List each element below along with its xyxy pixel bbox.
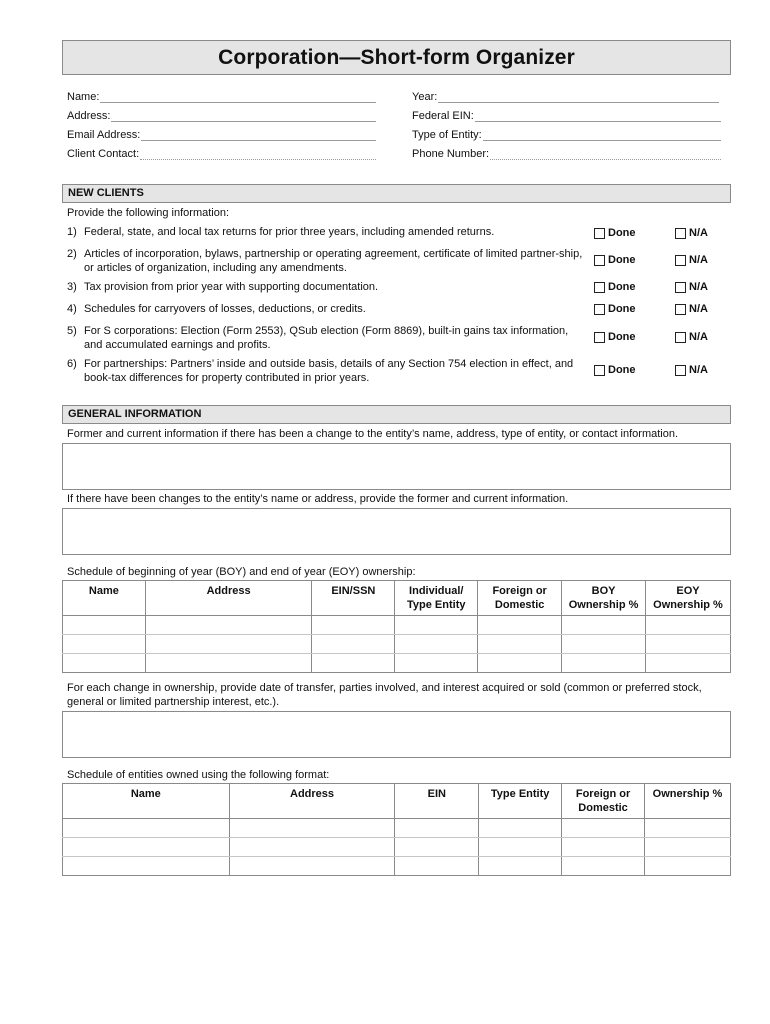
entity-type-input-line[interactable] (483, 130, 721, 141)
ownership-change-textbox[interactable] (62, 711, 731, 758)
checklist-item-6 (67, 357, 587, 385)
na-checkbox-5[interactable] (675, 331, 708, 343)
na-checkbox-6[interactable] (675, 364, 708, 376)
checklist-item-text: For S corporations: Election (Form 2553), QSub election (Form 8869), built-in gains tax information, and accumulated earnings and profits. (84, 325, 569, 351)
checklist-item-text: Schedules for carryovers of losses, deductions, or credits. (84, 303, 366, 315)
table-cell[interactable] (229, 838, 395, 857)
na-checkbox-4[interactable] (675, 303, 708, 315)
phone-input-line[interactable] (490, 149, 721, 160)
federal-ein-field[interactable] (412, 110, 721, 122)
table-cell[interactable] (479, 838, 562, 857)
table-cell[interactable] (63, 654, 146, 673)
entity-type-field[interactable] (412, 129, 721, 141)
table-cell[interactable] (395, 635, 478, 654)
federal-ein-label: Federal EIN: (412, 110, 474, 122)
table-cell[interactable] (395, 616, 478, 635)
checklist-item-number: 1) (67, 226, 77, 238)
done-label: Done (608, 303, 636, 315)
checklist-item-number: 6) (67, 358, 77, 370)
table-row (63, 857, 731, 876)
ownership-schedule-prompt: Schedule of beginning of year (BOY) and end of year (EOY) ownership: (67, 566, 416, 578)
year-label: Year: (412, 91, 438, 103)
address-label: Address: (67, 110, 111, 122)
table-cell[interactable] (395, 838, 479, 857)
done-checkbox-5[interactable] (594, 331, 636, 343)
column-header-type-entity: Type Entity (479, 784, 562, 819)
done-label: Done (608, 331, 636, 343)
table-cell[interactable] (312, 635, 395, 654)
column-header-name: Name (63, 581, 146, 616)
na-label: N/A (689, 281, 708, 293)
done-checkbox-2[interactable] (594, 254, 636, 266)
table-cell[interactable] (478, 654, 562, 673)
table-cell[interactable] (63, 857, 230, 876)
checklist-item-5 (67, 324, 587, 352)
checklist-item-text: For partnerships: Partners’ inside and outside basis, details of any Section 754 election in effect, and book-tax differences for property contributed in prior years. (84, 358, 574, 384)
checkbox-icon[interactable] (594, 332, 605, 343)
table-cell[interactable] (479, 819, 562, 838)
table-row (63, 654, 731, 673)
na-checkbox-2[interactable] (675, 254, 708, 266)
table-cell[interactable] (145, 616, 312, 635)
checkbox-icon[interactable] (675, 332, 686, 343)
checklist-item-3 (67, 280, 587, 294)
checkbox-icon[interactable] (675, 228, 686, 239)
checklist-item-4 (67, 302, 587, 316)
former-info-prompt: Former and current information if there has been a change to the entity’s name, address, type of entity, or contact information. (67, 428, 679, 440)
checkbox-icon[interactable] (675, 365, 686, 376)
phone-field[interactable] (412, 148, 721, 160)
table-cell[interactable] (395, 654, 478, 673)
table-row (63, 819, 731, 838)
table-cell[interactable] (395, 819, 479, 838)
table-cell[interactable] (562, 857, 645, 876)
column-header-address: Address (145, 581, 312, 616)
checkbox-icon[interactable] (594, 304, 605, 315)
checkbox-icon[interactable] (594, 228, 605, 239)
na-label: N/A (689, 254, 708, 266)
na-label: N/A (689, 331, 708, 343)
table-cell[interactable] (645, 838, 731, 857)
checkbox-icon[interactable] (594, 365, 605, 376)
table-cell[interactable] (562, 654, 646, 673)
column-header-name: Name (63, 784, 230, 819)
name-address-textbox[interactable] (62, 508, 731, 555)
table-row (63, 635, 731, 654)
table-cell[interactable] (145, 654, 312, 673)
table-cell[interactable] (562, 838, 645, 857)
entities-prompt: Schedule of entities owned using the following format: (67, 769, 330, 781)
client-contact-label: Client Contact: (67, 148, 140, 160)
table-cell[interactable] (562, 635, 646, 654)
table-cell[interactable] (312, 654, 395, 673)
done-checkbox-3[interactable] (594, 281, 636, 293)
column-header-eoy-ownership: EOY Ownership % (646, 581, 731, 616)
done-label: Done (608, 227, 636, 239)
table-cell[interactable] (479, 857, 562, 876)
na-label: N/A (689, 364, 708, 376)
address-input-line[interactable] (111, 111, 376, 122)
table-cell[interactable] (562, 616, 646, 635)
entities-table (62, 783, 731, 876)
table-cell[interactable] (395, 857, 479, 876)
checklist-item-text: Federal, state, and local tax returns for prior three years, including amended returns. (84, 226, 495, 238)
email-input-line[interactable] (141, 130, 376, 141)
ownership-table-header-row (63, 581, 731, 616)
page-title: Corporation—Short-form Organizer (218, 45, 575, 69)
checklist-item-2 (67, 247, 587, 275)
table-cell[interactable] (229, 857, 395, 876)
na-checkbox-1[interactable] (675, 227, 708, 239)
column-header-boy-ownership: BOY Ownership % (562, 581, 646, 616)
federal-ein-input-line[interactable] (475, 111, 721, 122)
checklist-item-number: 5) (67, 325, 77, 337)
table-row (63, 616, 731, 635)
checklist-item-number: 2) (67, 248, 77, 260)
column-header-ein-ssn: EIN/SSN (312, 581, 395, 616)
table-cell[interactable] (63, 838, 230, 857)
ownership-change-prompt: For each change in ownership, provide date of transfer, parties involved, and interest acquired or sold (common or preferred stock, general or limited partnership interest, etc.). (67, 682, 702, 708)
checklist-item-1 (67, 225, 587, 239)
client-contact-field[interactable] (67, 148, 376, 160)
na-checkbox-3[interactable] (675, 281, 708, 293)
table-cell[interactable] (646, 635, 731, 654)
checklist-item-text: Tax provision from prior year with supporting documentation. (84, 281, 379, 293)
year-input-line[interactable] (438, 92, 719, 103)
column-header-ein: EIN (395, 784, 479, 819)
entities-table-header-row (63, 784, 731, 819)
checklist-item-number: 3) (67, 281, 77, 293)
column-header-ownership: Ownership % (645, 784, 731, 819)
title-bar (62, 40, 731, 75)
name-input-line[interactable] (100, 92, 376, 103)
client-contact-input-line[interactable] (140, 149, 376, 160)
column-header-individual-type-entity: Individual/ Type Entity (395, 581, 478, 616)
phone-label: Phone Number: (412, 148, 490, 160)
general-info-header: GENERAL INFORMATION (62, 405, 731, 424)
table-cell[interactable] (145, 635, 312, 654)
done-label: Done (608, 254, 636, 266)
na-label: N/A (689, 227, 708, 239)
table-cell[interactable] (645, 819, 731, 838)
checkbox-icon[interactable] (594, 255, 605, 266)
table-cell[interactable] (229, 819, 395, 838)
name-address-prompt: If there have been changes to the entity’s name or address, provide the former and current information. (67, 493, 569, 505)
ownership-table (62, 580, 731, 673)
entity-type-label: Type of Entity: (412, 129, 482, 141)
column-header-address: Address (229, 784, 395, 819)
table-cell[interactable] (646, 616, 731, 635)
name-field[interactable] (67, 91, 376, 103)
table-cell[interactable] (646, 654, 731, 673)
checkbox-icon[interactable] (675, 304, 686, 315)
address-field[interactable] (67, 110, 376, 122)
table-cell[interactable] (645, 857, 731, 876)
column-header-foreign-domestic: Foreign or Domestic (478, 581, 562, 616)
table-row (63, 838, 731, 857)
name-label: Name: (67, 91, 100, 103)
email-label: Email Address: (67, 129, 141, 141)
done-checkbox-1[interactable] (594, 227, 636, 239)
column-header-foreign-domestic: Foreign or Domestic (562, 784, 645, 819)
table-cell[interactable] (63, 616, 146, 635)
done-label: Done (608, 364, 636, 376)
table-cell[interactable] (562, 819, 645, 838)
table-cell[interactable] (478, 616, 562, 635)
table-cell[interactable] (478, 635, 562, 654)
checklist-item-number: 4) (67, 303, 77, 315)
checkbox-icon[interactable] (675, 282, 686, 293)
year-field[interactable] (412, 91, 719, 103)
former-info-textbox[interactable] (62, 443, 731, 490)
done-label: Done (608, 281, 636, 293)
checklist-item-text: Articles of incorporation, bylaws, partnership or operating agreement, certificate of limited partner-ship, or articles of organization, including any amendments. (84, 248, 583, 274)
table-cell[interactable] (63, 635, 146, 654)
na-label: N/A (689, 303, 708, 315)
checkbox-icon[interactable] (675, 255, 686, 266)
done-checkbox-6[interactable] (594, 364, 636, 376)
checkbox-icon[interactable] (594, 282, 605, 293)
new-clients-intro: Provide the following information: (67, 207, 230, 219)
table-cell[interactable] (312, 616, 395, 635)
done-checkbox-4[interactable] (594, 303, 636, 315)
new-clients-header: NEW CLIENTS (62, 184, 731, 203)
table-cell[interactable] (63, 819, 230, 838)
email-field[interactable] (67, 129, 376, 141)
